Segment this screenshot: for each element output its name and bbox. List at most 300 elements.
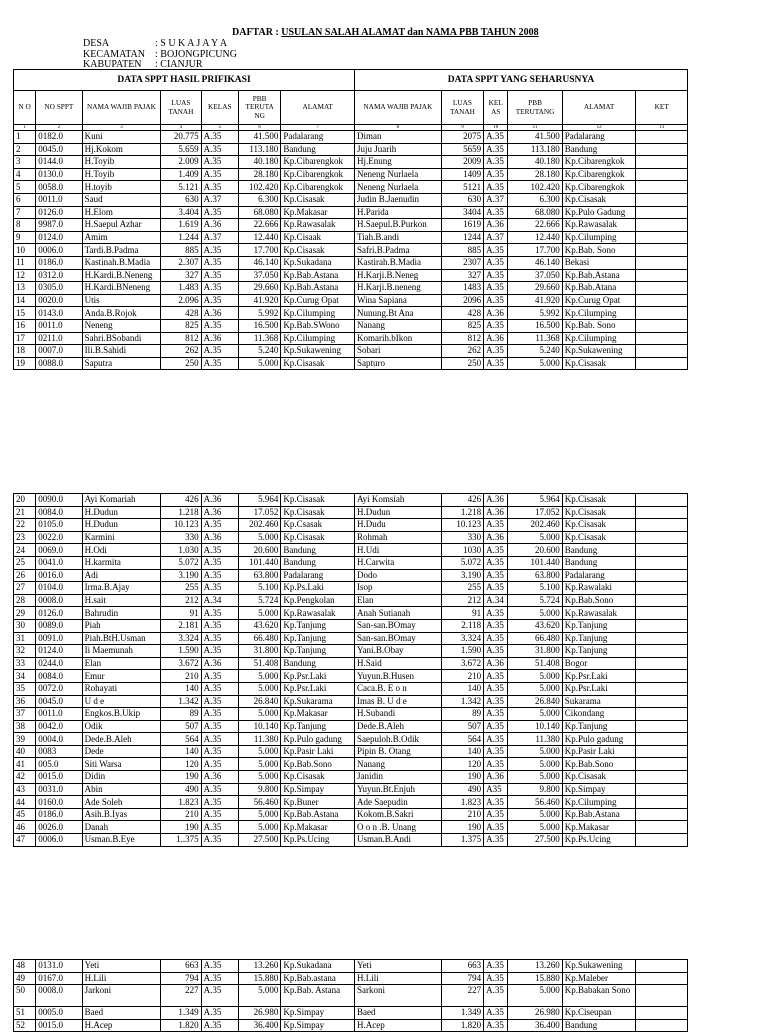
table-cell: H.Saepul Azhar [82, 219, 161, 232]
table-cell: 3.190 [161, 569, 201, 582]
table-cell: 29.660 [238, 282, 280, 295]
table-cell: 9.800 [508, 783, 562, 796]
meta-value: : CIANJUR [155, 59, 203, 70]
table-cell: Kp.Cisasak [562, 506, 636, 519]
table-cell: 6 [14, 193, 36, 206]
table-row [14, 582, 688, 595]
table-cell: 490 [161, 783, 201, 796]
table-cell: Hj.Kokom [82, 143, 161, 156]
table-cell: 825 [441, 319, 483, 332]
table-cell: 0007.0 [36, 345, 82, 358]
table-cell: 8 [14, 219, 36, 232]
table-cell: 17.052 [238, 506, 280, 519]
table-cell: 428 [161, 307, 201, 320]
table-cell [636, 544, 688, 557]
table-cell: 564 [441, 733, 483, 746]
table-cell: Kp.Rawasalak [562, 607, 636, 620]
table-cell: A.35 [484, 357, 508, 370]
table-cell: Saputra [82, 357, 161, 370]
table-cell: 330 [441, 531, 483, 544]
table-cell: 66.480 [238, 632, 280, 645]
table-cell: A.35 [201, 256, 238, 269]
table-cell: 40.180 [238, 156, 280, 169]
table-cell [636, 294, 688, 307]
table-cell: Padalarang [281, 131, 355, 144]
table-cell: San-san.BOmay [354, 619, 441, 632]
table-cell: 31.800 [238, 645, 280, 658]
table-cell [636, 695, 688, 708]
table-cell: Kokom.B.Sakri [354, 808, 441, 821]
table-cell: Bandung [281, 657, 355, 670]
table-cell: A.35 [484, 645, 508, 658]
table-cell: Usman.B.Eye [82, 834, 161, 847]
table-cell: 825 [161, 319, 201, 332]
table-row [14, 181, 688, 194]
table-cell: A.35 [201, 985, 238, 1007]
table-cell: 0005.0 [36, 1007, 82, 1020]
table-cell: 63.800 [508, 569, 562, 582]
table-cell: Kp.Buner [281, 796, 355, 809]
table-cell: 91 [441, 607, 483, 620]
table-cell: 0015.0 [36, 1019, 82, 1032]
table-cell: Usman.B.Andi [354, 834, 441, 847]
table-cell: 212 [441, 594, 483, 607]
table-cell: 36.400 [508, 1019, 562, 1032]
table-cell: A.35 [484, 168, 508, 181]
table-cell: 11 [14, 256, 36, 269]
table-cell: Caca.B. E o n [354, 682, 441, 695]
table-row [14, 219, 688, 232]
table-cell: Kp.Cisasak [281, 244, 355, 257]
table-cell [636, 519, 688, 532]
table-cell: Kp.Bab. Sono [562, 244, 636, 257]
table-cell: 630 [441, 193, 483, 206]
table-cell: Kp.Cisasak [562, 357, 636, 370]
table-cell: 24 [14, 544, 36, 557]
table-cell: A.36 [201, 771, 238, 784]
table-cell: Engkos.B.Ukip [82, 708, 161, 721]
table-cell: 5.000 [508, 821, 562, 834]
table-cell: 1.823 [161, 796, 201, 809]
table-cell: A.36 [201, 531, 238, 544]
table-cell: Kp.Cisaak [281, 231, 355, 244]
table-cell: A.35 [201, 582, 238, 595]
table-cell: Kp.Sukawening [562, 345, 636, 358]
table-cell: 26.980 [508, 1007, 562, 1020]
table-cell: Rohmah [354, 531, 441, 544]
table-cell: Bandung [562, 143, 636, 156]
table-cell: A.35 [201, 720, 238, 733]
table-cell: 1.409 [161, 168, 201, 181]
table-cell: 885 [161, 244, 201, 257]
table-cell: Kp.Cisasak [281, 531, 355, 544]
table-row [14, 607, 688, 620]
table-row [14, 307, 688, 320]
table-row [14, 670, 688, 683]
table-cell: Kp.Simpay [562, 783, 636, 796]
table-cell: Ayi Komsiah [354, 494, 441, 507]
table-cell: A.35 [201, 834, 238, 847]
table-cell: 0008.0 [36, 985, 82, 1007]
table-cell: A.35 [484, 544, 508, 557]
table-cell: 428 [441, 307, 483, 320]
table-cell: 43.620 [238, 619, 280, 632]
column-header: KET [636, 91, 688, 125]
data-table-section-3 [13, 959, 688, 1032]
table-row [14, 960, 688, 973]
table-cell: 0031.0 [36, 783, 82, 796]
table-cell: 5.000 [508, 808, 562, 821]
table-cell [636, 319, 688, 332]
table-cell: A.35 [484, 985, 508, 1007]
table-cell [636, 834, 688, 847]
table-cell: H.Parida [355, 206, 442, 219]
table-cell: 0045.0 [36, 695, 82, 708]
table-cell: 5.964 [508, 494, 562, 507]
table-cell: 0130.0 [36, 168, 82, 181]
table-cell: 210 [161, 808, 201, 821]
table-cell: 190 [441, 821, 483, 834]
table-cell: A.35 [484, 796, 508, 809]
table-cell: Elan [354, 594, 441, 607]
table-cell: A.35 [201, 682, 238, 695]
table-cell: 37.050 [238, 269, 280, 282]
table-row [14, 519, 688, 532]
table-cell: Kp.Tanjung [281, 720, 355, 733]
table-cell: 0182.0 [36, 131, 82, 144]
table-cell: A.35 [484, 181, 508, 194]
table-cell: Dede [82, 745, 161, 758]
table-cell: 20.600 [508, 544, 562, 557]
table-cell: 5121 [441, 181, 483, 194]
table-cell: A.36 [201, 657, 238, 670]
table-cell [636, 494, 688, 507]
table-cell: 68.080 [508, 206, 562, 219]
table-cell: A.35 [201, 821, 238, 834]
table-cell: A.35 [201, 269, 238, 282]
table-cell [636, 607, 688, 620]
table-cell: Kp.Cibarengkok [281, 168, 355, 181]
table-cell: 140 [441, 745, 483, 758]
table-cell: 26.980 [238, 1007, 280, 1020]
table-cell: A35 [484, 783, 508, 796]
table-cell: A.35 [484, 745, 508, 758]
table-cell: 190 [441, 771, 483, 784]
table-cell: 5.992 [238, 307, 280, 320]
table-cell: 5.240 [508, 345, 562, 358]
table-cell: Rohayati [82, 682, 161, 695]
table-cell: A.36 [484, 332, 508, 345]
table-cell: 0058.0 [36, 181, 82, 194]
table-cell: 885 [441, 244, 483, 257]
table-cell: 17.700 [508, 244, 562, 257]
table-cell: Kp.Psr.Laki [562, 682, 636, 695]
table-cell: 1.820 [441, 1019, 483, 1032]
table-cell: 44 [14, 796, 36, 809]
table-cell: 13 [14, 282, 36, 295]
table-cell: 17.700 [238, 244, 280, 257]
table-cell: 40 [14, 745, 36, 758]
table-cell: Kp.Psr.Laki [281, 670, 355, 683]
table-cell: 5.659 [161, 143, 201, 156]
table-cell: Kp.Bab. Sono [562, 319, 636, 332]
table-cell: 5.724 [238, 594, 280, 607]
table-cell: 140 [161, 682, 201, 695]
table-cell: H.Dudun [82, 506, 161, 519]
table-cell: A.37 [484, 231, 508, 244]
table-cell: A.36 [484, 531, 508, 544]
table-cell: H.Toyib [82, 156, 161, 169]
table-cell: 47 [14, 834, 36, 847]
table-cell: A.35 [484, 256, 508, 269]
table-cell [636, 569, 688, 582]
table-cell: Kp.Pulo Gadung [562, 206, 636, 219]
table-cell: Kp.Makasar [281, 206, 355, 219]
table-cell: Kp.Sukawening [562, 960, 636, 973]
table-cell: 68.080 [238, 206, 280, 219]
table-cell: 2.118 [441, 619, 483, 632]
table-cell: 5.000 [238, 607, 280, 620]
table-cell: 1.375 [441, 834, 483, 847]
table-row [14, 506, 688, 519]
table-cell: 33 [14, 657, 36, 670]
table-cell: Kp.Rawasalak [281, 219, 355, 232]
table-cell: 5.000 [508, 682, 562, 695]
table-cell: A.35 [484, 556, 508, 569]
table-cell: 0167.0 [36, 972, 82, 985]
table-cell [636, 758, 688, 771]
table-cell: Bandung [281, 556, 355, 569]
column-header: ALAMAT [281, 91, 355, 125]
column-header: LUAS TANAH [161, 91, 201, 125]
table-cell: 5.240 [238, 345, 280, 358]
table-cell: 49 [14, 972, 36, 985]
table-cell: Sukarama [562, 695, 636, 708]
table-cell: 5.000 [238, 821, 280, 834]
meta-desa [83, 38, 227, 49]
table-cell: 0186.0 [36, 808, 82, 821]
table-cell: A.35 [201, 345, 238, 358]
table-cell: 15.880 [238, 972, 280, 985]
table-cell: Padalarang [562, 131, 636, 144]
table-cell: 663 [161, 960, 201, 973]
table-cell: A.35 [484, 758, 508, 771]
table-cell: Kp.Cisasak [562, 519, 636, 532]
table-cell: Bandung [281, 544, 355, 557]
table-cell: 0084.0 [36, 506, 82, 519]
table-cell: 5.000 [238, 357, 280, 370]
table-cell: Kp.Cisasak [562, 531, 636, 544]
table-cell: 0088.0 [36, 357, 82, 370]
table-cell: A.35 [484, 345, 508, 358]
table-cell: Kp.Rawasalak [562, 219, 636, 232]
table-cell: Janidin [354, 771, 441, 784]
table-cell: 2.307 [161, 256, 201, 269]
table-cell [636, 131, 688, 144]
table-cell: 56.460 [508, 796, 562, 809]
table-cell: 37 [14, 708, 36, 721]
table-cell: H.Saepul.B.Purkon [355, 219, 442, 232]
table-cell: Kp.Pasir Laki [562, 745, 636, 758]
table-cell: 31.800 [508, 645, 562, 658]
table-cell: Nunung.Bt Ana [355, 307, 442, 320]
table-cell: Kp.Makasar [281, 708, 355, 721]
table-cell: Padalarang [281, 569, 355, 582]
table-cell: 490 [441, 783, 483, 796]
table-cell: A.35 [484, 619, 508, 632]
table-cell: 5.000 [508, 708, 562, 721]
table-cell: 1.030 [161, 544, 201, 557]
table-cell: Kp.Bab.Astana [281, 282, 355, 295]
table-cell: 255 [441, 582, 483, 595]
column-header: PBB TERUTANG [508, 91, 562, 125]
table-cell: 5.992 [508, 307, 562, 320]
table-cell: Kp.Tanjung [562, 619, 636, 632]
table-cell: Kp.Tanjung [562, 720, 636, 733]
table-cell: Kp.Simpay [281, 1007, 355, 1020]
table-cell: 1.590 [441, 645, 483, 658]
table-cell: 812 [441, 332, 483, 345]
table-cell: 5.121 [161, 181, 201, 194]
table-cell: 7 [14, 206, 36, 219]
table-row [14, 808, 688, 821]
table-cell: 10.123 [161, 519, 201, 532]
table-cell: Emur [82, 670, 161, 683]
table-cell: 0186.0 [36, 256, 82, 269]
table-cell: Adi [82, 569, 161, 582]
table-cell: Kp.Pengkolan [281, 594, 355, 607]
table-cell [636, 594, 688, 607]
table-row [14, 206, 688, 219]
table-cell: Kp.Curug Opat [281, 294, 355, 307]
table-cell: 794 [161, 972, 201, 985]
table-cell: 28.180 [238, 168, 280, 181]
table-cell: Kp.Babakan Sono [562, 985, 636, 1007]
table-cell: 2075 [441, 131, 483, 144]
table-cell: 262 [441, 345, 483, 358]
table-cell: Cikondang [562, 708, 636, 721]
table-cell: 41 [14, 758, 36, 771]
table-cell: A.35 [484, 143, 508, 156]
table-cell: A.35 [484, 607, 508, 620]
table-cell: 5.000 [238, 758, 280, 771]
table-cell: 26.840 [238, 695, 280, 708]
table-cell: Kastinah.B.Madia [82, 256, 161, 269]
column-header: NAMA WAJIB PAJAK [82, 91, 161, 125]
table-cell: 51.408 [238, 657, 280, 670]
table-cell: 0124.0 [36, 645, 82, 658]
table-cell: Kp.Cisasak [562, 193, 636, 206]
column-number: 9 [441, 125, 483, 131]
meta-label: DESA [83, 38, 110, 49]
table-cell: 27 [14, 582, 36, 595]
table-cell: 5.724 [508, 594, 562, 607]
table-cell [636, 657, 688, 670]
table-cell: 50 [14, 985, 36, 1007]
table-cell [636, 1007, 688, 1020]
table-cell: 113.180 [238, 143, 280, 156]
table-cell: 1030 [441, 544, 483, 557]
table-cell [636, 808, 688, 821]
table-cell: 250 [441, 357, 483, 370]
table-cell: 0011.0 [36, 319, 82, 332]
table-cell: Kp.Rawasalak [281, 607, 355, 620]
table-cell: 101.440 [238, 556, 280, 569]
table-cell: 36.400 [238, 1019, 280, 1032]
table-cell: 35 [14, 682, 36, 695]
table-cell: 0011.0 [36, 193, 82, 206]
table-cell [636, 531, 688, 544]
table-cell: 2 [14, 143, 36, 156]
table-cell: Piah.BtH.Usman [82, 632, 161, 645]
table-cell: A.36 [484, 771, 508, 784]
table-cell: Elan [82, 657, 161, 670]
column-header: N O [14, 91, 36, 125]
table-cell: 0160.0 [36, 796, 82, 809]
column-header: KELAS [201, 91, 238, 125]
table-cell: 46.140 [508, 256, 562, 269]
table-row [14, 193, 688, 206]
meta-label: KABUPATEN [83, 59, 142, 70]
table-cell: Kp.Tanjung [562, 632, 636, 645]
table-cell: Kp.Cibarengkok [281, 156, 355, 169]
table-cell: 16 [14, 319, 36, 332]
table-cell: Didin [82, 771, 161, 784]
table-cell: Kp.Csasak [281, 519, 355, 532]
table-cell: A.35 [484, 670, 508, 683]
table-cell [636, 345, 688, 358]
table-cell: Kp.Cibarengkok [562, 181, 636, 194]
table-cell: Bogor [562, 657, 636, 670]
table-cell: 0041.0 [36, 556, 82, 569]
table-cell: A.36 [201, 332, 238, 345]
table-cell: 31 [14, 632, 36, 645]
table-cell: 0069.0 [36, 544, 82, 557]
table-row [14, 1019, 688, 1032]
table-cell: Pipin B. Otang [354, 745, 441, 758]
table-cell: Sarkoni [354, 985, 441, 1007]
table-cell: Kp.Cibarengkok [562, 156, 636, 169]
table-row [14, 143, 688, 156]
table-cell [636, 181, 688, 194]
table-cell: 507 [161, 720, 201, 733]
table-cell: 5.000 [508, 771, 562, 784]
table-cell: 30 [14, 619, 36, 632]
table-cell: Kp.Cilumping [562, 307, 636, 320]
table-cell: Sapturo [355, 357, 442, 370]
table-cell: 0045.0 [36, 143, 82, 156]
table-cell: 11.380 [238, 733, 280, 746]
table-row [14, 796, 688, 809]
table-cell: H.Lili [82, 972, 161, 985]
table-cell: 212 [161, 594, 201, 607]
table-cell: 1.218 [441, 506, 483, 519]
table-cell: Kp.Cilumping [281, 332, 355, 345]
table-cell [636, 619, 688, 632]
table-cell: Isop [354, 582, 441, 595]
table-cell: Asih.B.Iyas [82, 808, 161, 821]
table-cell: Komarih.bIkon [355, 332, 442, 345]
table-cell: Dodo [354, 569, 441, 582]
group-header-right: DATA SPPT YANG SEHARUSNYA [355, 70, 688, 91]
table-cell [636, 219, 688, 232]
table-cell: A.36 [201, 494, 238, 507]
table-cell: 113.180 [508, 143, 562, 156]
table-cell [636, 193, 688, 206]
table-cell: U d e [82, 695, 161, 708]
table-cell: 2.181 [161, 619, 201, 632]
table-cell: H.Kardi.BNeneng [82, 282, 161, 295]
